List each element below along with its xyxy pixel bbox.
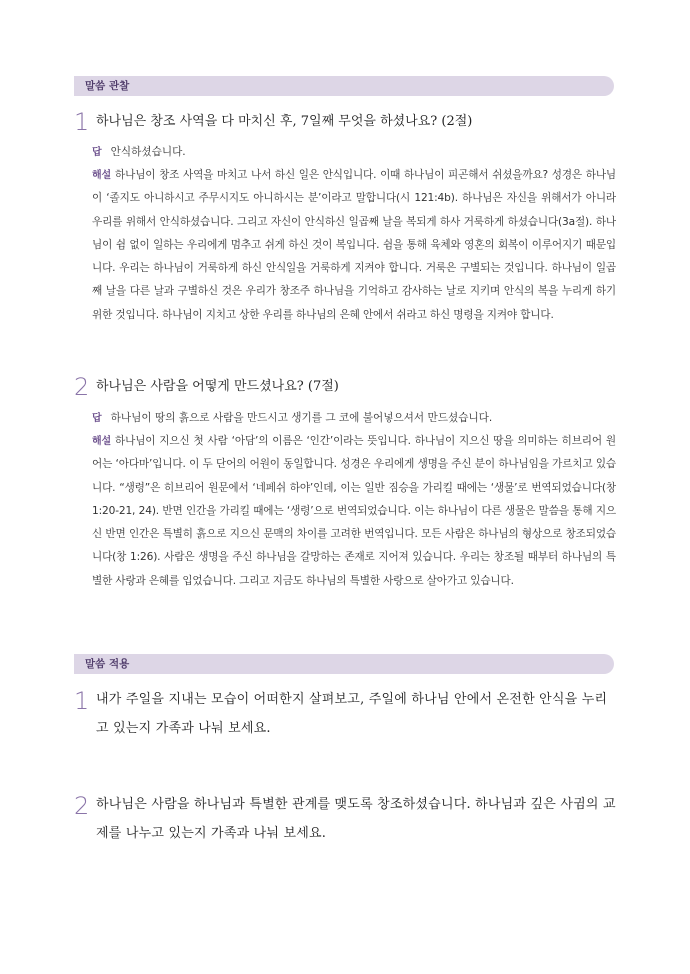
answer xyxy=(92,406,616,431)
question-number: 2 xyxy=(74,373,90,401)
explanation xyxy=(92,164,616,327)
explanation-text: 하나님이 지으신 첫 사람 ‘아담’의 이름은 ‘인간’이라는 뜻입니다. 하나님이 지으신 땅을 의미하는 히브리어 원어는 ‘아다마’입니다. 이 두 단어의 어원이 동일합니다. 성경은 우리에게 생명을 주신 분이 하나님임을 가르치고 있습니다. “생령”은 히브리어 원문에서 ‘네페쉬 하야’인데, 이는 일반 짐승을 가리킬 때에는 ‘생물’로 번역되었습니다(창 1:20-21, 24). 반면 인간을 가리킬 때에는 ‘생령’으로 번역되었습니다. 이는 하나님이 다른 생물은 말씀을 통해 지으신 반면 인간은 특별히 흙으로 지으신 문맥의 차이를 고려한 번역입니다. 모든 사람은 하나님의 형상으로 창조되었습니다(창 1:26). 사람은 생명을 주신 하나님을 갈망하는 존재로 지어져 있습니다. 우리는 창조될 때부터 하나님의 특별한 사랑과 은혜를 입었습니다. 그리고 지금도 하나님의 특별한 사랑으로 살아가고 있습니다. xyxy=(92,435,616,587)
explanation-tag: 해설 xyxy=(92,436,112,447)
question-text: 하나님은 창조 사역을 다 마치신 후, 7일째 무엇을 하셨나요? (2절) xyxy=(96,114,473,129)
question-text: 하나님은 사람을 하나님과 특별한 관계를 맺도록 창조하셨습니다. 하나님과 깊은 사귐의 교제를 나누고 있는지 가족과 나눠 보세요. xyxy=(96,797,616,841)
answer xyxy=(92,140,616,165)
question-number: 2 xyxy=(74,792,90,820)
explanation-text: 하나님이 창조 사역을 마치고 나서 하신 일은 안식입니다. 이때 하나님이 피곤해서 쉬셨을까요? 성경은 하나님이 ‘졸지도 아니하시고 주무시지도 아니하시는 분’이라고 말합니다(시 121:4b). 하나님은 자신을 위해서가 아니라 우리를 위해서 안식하셨습니다. 그리고 자신이 안식하신 일곱째 날을 복되게 하사 거룩하게 하셨습니다(3a절). 하나님이 쉼 없이 일하는 우리에게 멈추고 쉬게 하신 것이 복입니다. 쉼을 통해 육체와 영혼의 회복이 이루어지기 때문입니다. 우리는 하나님이 거룩하게 하신 안식일을 거룩하게 지켜야 합니다. 거룩은 구별되는 것입니다. 하나님이 일곱째 날을 다른 날과 구별하신 것은 우리가 창조주 하나님을 기억하고 감사하는 날로 지키며 안식의 복을 누리게 하기 위한 것입니다. 하나님이 지치고 상한 우리를 하나님의 은혜 안에서 쉬라고 하신 명령을 지켜야 합니다. xyxy=(92,169,616,321)
answer-tag: 답 xyxy=(92,413,102,424)
section-header-observation xyxy=(74,76,614,96)
answer-text: 하나님이 땅의 흙으로 사람을 만드시고 생기를 그 코에 불어넣으셔서 만드셨습니다. xyxy=(110,412,493,424)
answer-tag: 답 xyxy=(92,147,102,158)
explanation xyxy=(92,430,616,593)
section-title: 말씀 관찰 xyxy=(85,80,130,92)
answer-text: 안식하셨습니다. xyxy=(110,146,186,158)
explanation-tag: 해설 xyxy=(92,170,112,181)
section-header-application xyxy=(74,654,614,674)
question-number: 1 xyxy=(74,687,90,715)
question-number: 1 xyxy=(74,108,90,136)
section-title: 말씀 적용 xyxy=(85,658,130,670)
question-text: 내가 주일을 지내는 모습이 어떠한지 살펴보고, 주일에 하나님 안에서 온전한 안식을 누리고 있는지 가족과 나눠 보세요. xyxy=(96,692,608,736)
question-text: 하나님은 사람을 어떻게 만드셨나요? (7절) xyxy=(96,379,339,394)
